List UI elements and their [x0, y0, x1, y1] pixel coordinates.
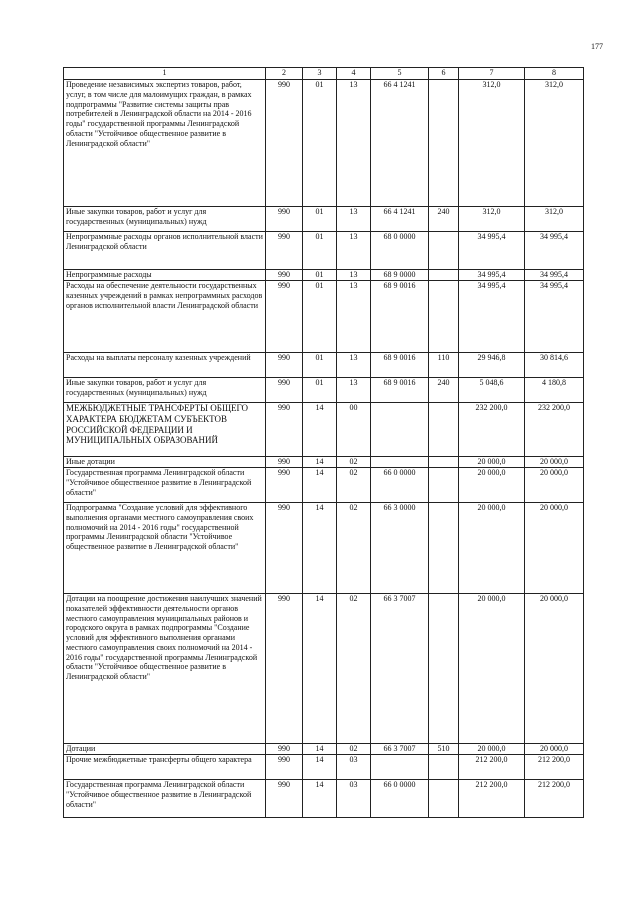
code-cell-col6: 510: [429, 744, 459, 755]
code-cell-col4: 13: [337, 207, 371, 232]
amount-cell-col8: 34 995,4: [525, 232, 584, 270]
code-cell-col5: 66 0 0000: [371, 468, 429, 503]
amount-cell-col7: 34 995,4: [459, 270, 525, 281]
code-cell-col5: 68 9 0000: [371, 270, 429, 281]
code-cell-col5: 66 3 7007: [371, 594, 429, 744]
code-cell-col4: 13: [337, 378, 371, 403]
code-cell-col6: [429, 232, 459, 270]
code-cell-col2: 990: [266, 207, 303, 232]
code-cell-col3: 14: [303, 503, 337, 594]
table-row: [64, 80, 584, 207]
code-cell-col2: 990: [266, 780, 303, 818]
table-row: [64, 378, 584, 403]
amount-cell-col8: 232 200,0: [525, 403, 584, 457]
code-cell-col2: 990: [266, 503, 303, 594]
code-cell-col6: [429, 270, 459, 281]
table-row: [64, 281, 584, 353]
code-cell-col2: 990: [266, 755, 303, 780]
amount-cell-col8: 4 180,8: [525, 378, 584, 403]
code-cell-col2: 990: [266, 80, 303, 207]
table-row: [64, 270, 584, 281]
code-cell-col6: 240: [429, 207, 459, 232]
code-cell-col3: 01: [303, 270, 337, 281]
code-cell-col4: 02: [337, 744, 371, 755]
table-row: [64, 457, 584, 468]
code-cell-col6: [429, 755, 459, 780]
row-name-cell: Дотации: [64, 744, 266, 755]
amount-cell-col7: 5 048,6: [459, 378, 525, 403]
code-cell-col6: [429, 468, 459, 503]
code-cell-col4: 02: [337, 457, 371, 468]
row-name-cell: МЕЖБЮДЖЕТНЫЕ ТРАНСФЕРТЫ ОБЩЕГО ХАРАКТЕРА БЮДЖЕТАМ СУБЪЕКТОВ РОССИЙСКОЙ ФЕДЕРАЦИИ И МУНИЦИПАЛЬНЫХ ОБРАЗОВАНИЙ: [64, 403, 266, 457]
row-name-cell: Иные дотации: [64, 457, 266, 468]
amount-cell-col8: 20 000,0: [525, 503, 584, 594]
amount-cell-col7: 20 000,0: [459, 503, 525, 594]
code-cell-col2: 990: [266, 270, 303, 281]
code-cell-col3: 01: [303, 232, 337, 270]
code-cell-col3: 01: [303, 80, 337, 207]
code-cell-col5: 66 4 1241: [371, 207, 429, 232]
amount-cell-col8: 20 000,0: [525, 457, 584, 468]
header-cell: 3: [303, 68, 337, 80]
amount-cell-col7: 20 000,0: [459, 594, 525, 744]
code-cell-col4: 00: [337, 403, 371, 457]
amount-cell-col8: 34 995,4: [525, 270, 584, 281]
amount-cell-col7: 20 000,0: [459, 457, 525, 468]
table-row: [64, 744, 584, 755]
amount-cell-col7: 212 200,0: [459, 755, 525, 780]
row-name-cell: Расходы на обеспечение деятельности государственных казенных учреждений в рамках непрограммных расходов органов исполнительной власти Ленинградской области: [64, 281, 266, 353]
code-cell-col5: [371, 457, 429, 468]
code-cell-col2: 990: [266, 594, 303, 744]
page-number: 177: [591, 42, 603, 51]
table-row: [64, 207, 584, 232]
code-cell-col4: 13: [337, 270, 371, 281]
header-cell: 4: [337, 68, 371, 80]
code-cell-col3: 14: [303, 468, 337, 503]
amount-cell-col8: 212 200,0: [525, 755, 584, 780]
code-cell-col3: 14: [303, 744, 337, 755]
code-cell-col6: [429, 457, 459, 468]
code-cell-col6: [429, 780, 459, 818]
row-name-cell: Дотации на поощрение достижения наилучших значений показателей эффективности деятельности органов местного самоуправления муниципальных районов и городского округа в рамках подпрограммы "Создание условий для эффективного выполнения органами местного самоуправления своих полномочий на 2014 - 2016 годы" государственной программы Ленинградской области "Устойчивое общественное развитие в Ленинградской области": [64, 594, 266, 744]
code-cell-col4: 03: [337, 780, 371, 818]
table-row: [64, 403, 584, 457]
code-cell-col2: 990: [266, 403, 303, 457]
header-cell: 6: [429, 68, 459, 80]
amount-cell-col7: 20 000,0: [459, 468, 525, 503]
code-cell-col4: 02: [337, 468, 371, 503]
code-cell-col3: 14: [303, 755, 337, 780]
code-cell-col2: 990: [266, 457, 303, 468]
code-cell-col6: 240: [429, 378, 459, 403]
row-name-cell: Государственная программа Ленинградской области "Устойчивое общественное развитие в Ленинградской области": [64, 468, 266, 503]
header-cell: 8: [525, 68, 584, 80]
header-row: [64, 68, 584, 80]
code-cell-col3: 14: [303, 780, 337, 818]
row-name-cell: Непрограммные расходы: [64, 270, 266, 281]
table-row: [64, 755, 584, 780]
code-cell-col3: 01: [303, 207, 337, 232]
header-cell: 1: [64, 68, 266, 80]
amount-cell-col8: 20 000,0: [525, 468, 584, 503]
amount-cell-col8: 212 200,0: [525, 780, 584, 818]
budget-table: [63, 67, 584, 818]
amount-cell-col8: 30 814,6: [525, 353, 584, 378]
code-cell-col6: [429, 80, 459, 207]
code-cell-col2: 990: [266, 281, 303, 353]
code-cell-col4: 13: [337, 281, 371, 353]
code-cell-col5: 66 3 7007: [371, 744, 429, 755]
amount-cell-col8: 312,0: [525, 207, 584, 232]
table-row: [64, 503, 584, 594]
amount-cell-col8: 34 995,4: [525, 281, 584, 353]
row-name-cell: Расходы на выплаты персоналу казенных учреждений: [64, 353, 266, 378]
table-row: [64, 353, 584, 378]
table-row: [64, 232, 584, 270]
code-cell-col5: 68 0 0000: [371, 232, 429, 270]
code-cell-col5: 68 9 0016: [371, 353, 429, 378]
amount-cell-col7: 312,0: [459, 207, 525, 232]
code-cell-col5: 66 0 0000: [371, 780, 429, 818]
header-cell: 2: [266, 68, 303, 80]
code-cell-col3: 14: [303, 403, 337, 457]
code-cell-col2: 990: [266, 744, 303, 755]
table-row: [64, 594, 584, 744]
code-cell-col6: 110: [429, 353, 459, 378]
code-cell-col4: 13: [337, 80, 371, 207]
amount-cell-col8: 20 000,0: [525, 594, 584, 744]
code-cell-col6: [429, 503, 459, 594]
code-cell-col3: 14: [303, 594, 337, 744]
amount-cell-col8: 20 000,0: [525, 744, 584, 755]
code-cell-col4: 02: [337, 594, 371, 744]
header-cell: 7: [459, 68, 525, 80]
code-cell-col2: 990: [266, 468, 303, 503]
code-cell-col3: 01: [303, 353, 337, 378]
code-cell-col2: 990: [266, 232, 303, 270]
code-cell-col5: 66 3 0000: [371, 503, 429, 594]
code-cell-col6: [429, 594, 459, 744]
amount-cell-col7: 34 995,4: [459, 232, 525, 270]
code-cell-col5: [371, 403, 429, 457]
code-cell-col3: 14: [303, 457, 337, 468]
code-cell-col5: 68 9 0016: [371, 281, 429, 353]
code-cell-col3: 01: [303, 281, 337, 353]
code-cell-col4: 02: [337, 503, 371, 594]
code-cell-col2: 990: [266, 378, 303, 403]
code-cell-col5: 66 4 1241: [371, 80, 429, 207]
amount-cell-col8: 312,0: [525, 80, 584, 207]
amount-cell-col7: 34 995,4: [459, 281, 525, 353]
row-name-cell: Подпрограмма "Создание условий для эффективного выполнения органами местного самоуправления своих полномочий на 2014 - 2016 годы" государственной программы Ленинградской области "Устойчивое общественное развитие в Ленинградской области": [64, 503, 266, 594]
row-name-cell: Непрограммные расходы органов исполнительной власти Ленинградской области: [64, 232, 266, 270]
code-cell-col2: 990: [266, 353, 303, 378]
code-cell-col6: [429, 403, 459, 457]
amount-cell-col7: 20 000,0: [459, 744, 525, 755]
row-name-cell: Проведение независимых экспертиз товаров, работ, услуг, в том числе для малоимущих граждан, в рамках подпрограммы "Развитие системы защиты прав потребителей в Ленинградской области на 2014 - 2016 годы" государственной программы Ленинградской области "Устойчивое общественное развитие в Ленинградской области": [64, 80, 266, 207]
amount-cell-col7: 232 200,0: [459, 403, 525, 457]
code-cell-col4: 13: [337, 232, 371, 270]
amount-cell-col7: 312,0: [459, 80, 525, 207]
table-row: [64, 468, 584, 503]
row-name-cell: Иные закупки товаров, работ и услуг для государственных (муниципальных) нужд: [64, 378, 266, 403]
header-cell: 5: [371, 68, 429, 80]
code-cell-col5: 68 9 0016: [371, 378, 429, 403]
row-name-cell: Государственная программа Ленинградской области "Устойчивое общественное развитие в Ленинградской области": [64, 780, 266, 818]
code-cell-col6: [429, 281, 459, 353]
amount-cell-col7: 29 946,8: [459, 353, 525, 378]
code-cell-col4: 13: [337, 353, 371, 378]
code-cell-col4: 03: [337, 755, 371, 780]
row-name-cell: Иные закупки товаров, работ и услуг для государственных (муниципальных) нужд: [64, 207, 266, 232]
table-row: [64, 780, 584, 818]
row-name-cell: Прочие межбюджетные трансферты общего характера: [64, 755, 266, 780]
code-cell-col5: [371, 755, 429, 780]
amount-cell-col7: 212 200,0: [459, 780, 525, 818]
code-cell-col3: 01: [303, 378, 337, 403]
